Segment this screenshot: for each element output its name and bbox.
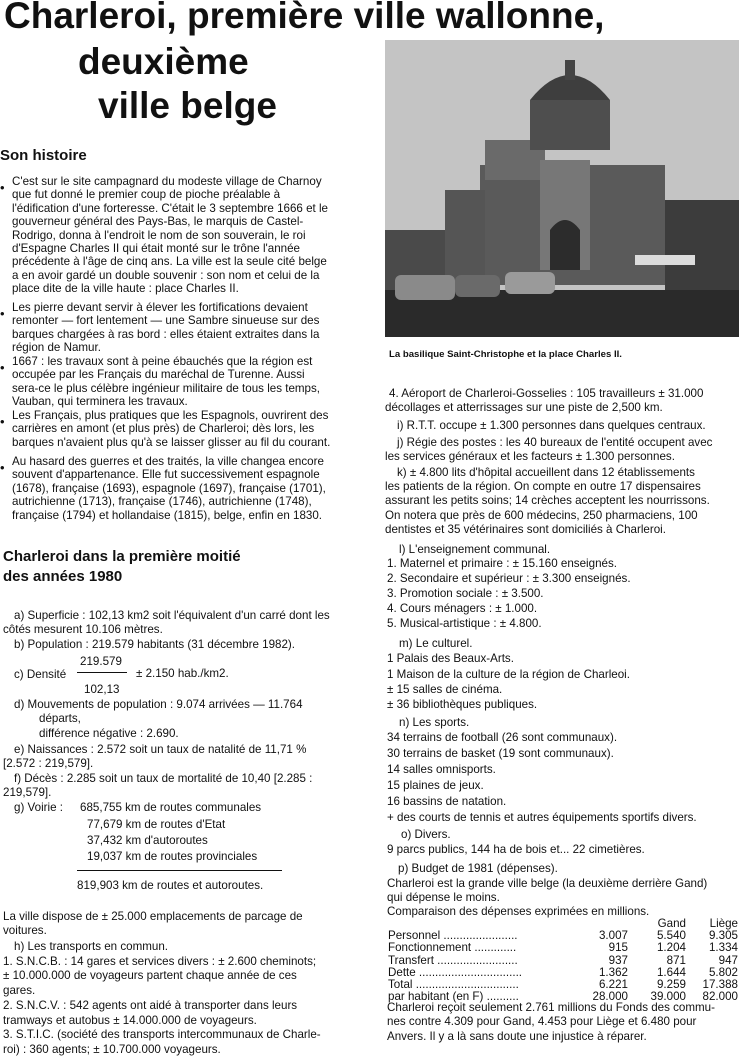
histoire-line: d'Espagne Charles II qui était monté sur le trône l'année	[12, 242, 301, 255]
transport-line: roi) : 360 agents; ± 10.700.000 voyageurs.	[3, 1042, 221, 1056]
table-cell: 5.540	[656, 929, 686, 943]
photo-caption: La basilique Saint-Christophe et la place Charles II.	[389, 349, 622, 360]
closing-line: nes contre 4.309 pour Gand, 4.453 pour Liège et 6.480 pour	[387, 1015, 697, 1029]
right-line: 2. Secondaire et supérieur : ± 3.300 enseignés.	[387, 572, 631, 585]
table-cell: Gand	[657, 917, 686, 930]
right-line: les services généraux et les facteurs ± 1.300 personnes.	[385, 450, 675, 463]
right-line: 34 terrains de football (26 sont communaux).	[387, 731, 618, 744]
table-cell: 915	[608, 941, 628, 955]
histoire-line: souvent d'appartenance. Elle fut successivement espagnole	[12, 468, 320, 482]
transport-line: h) Les transports en commun.	[14, 940, 169, 953]
page-title-line-2: deuxième	[78, 41, 249, 82]
voirie-total-rule	[77, 870, 282, 871]
histoire-line: (1678), française (1693), espagnole (1697), française (1701),	[12, 481, 326, 495]
table-cell: Fonctionnement .............	[388, 941, 517, 955]
right-line: 15 plaines de jeux.	[387, 779, 484, 792]
right-line: o) Divers.	[401, 828, 451, 841]
budget-table	[388, 918, 738, 1003]
right-line: les patients de la région. On compte en outre 17 dispensaires	[385, 480, 701, 493]
mouvements-line-3: différence négative : 2.690.	[39, 727, 179, 740]
right-line: i) R.T.T. occupe ± 1.300 personnes dans quelques centraux.	[397, 419, 706, 432]
table-cell: 6.221	[598, 978, 628, 992]
table-cell: 39.000	[650, 990, 686, 1004]
right-line: 1. Maternel et primaire : ± 15.160 enseignés.	[387, 557, 617, 570]
voirie-total: 819,903 km de routes et autoroutes.	[77, 879, 264, 892]
right-line: ± 36 bibliothèques publiques.	[387, 698, 538, 711]
densite-denominator: 102,13	[84, 683, 120, 696]
histoire-line: barques chargées à ras bord : elles étaient extraites dans la	[12, 327, 320, 341]
transport-line: gares.	[3, 984, 36, 998]
right-line: 30 terrains de basket (19 sont communaux).	[387, 747, 614, 760]
histoire-line: place dite de la ville haute : place Charles II.	[12, 282, 239, 296]
table-cell: 82.000	[702, 990, 738, 1004]
fraction-bar	[77, 672, 127, 673]
table-cell: Dette ................................	[388, 965, 523, 979]
transport-line: 2. S.N.C.V. : 542 agents ont aidé à transporter dans leurs	[3, 998, 298, 1012]
histoire-line: sera-ce le plus célèbre ingénieur militaire de tous les temps,	[12, 381, 321, 395]
right-line: On notera que près de 600 médecins, 250 pharmaciens, 100	[385, 509, 698, 522]
table-cell: 937	[608, 953, 628, 967]
voirie-item: 19,037 km de routes provinciales	[87, 850, 258, 863]
table-row	[388, 942, 738, 954]
voirie-item: 685,755 km de routes communales	[80, 801, 262, 814]
basilica-photo	[385, 40, 739, 337]
table-cell: 1.362	[598, 965, 628, 979]
table-cell: 947	[718, 953, 738, 967]
bullet-icon: •	[0, 306, 5, 321]
closing-line: Charleroi reçoit seulement 2.761 millions du Fonds des commu-	[387, 1001, 715, 1014]
bullet-icon: •	[0, 414, 5, 429]
right-line: j) Régie des postes : les 40 bureaux de l'entité occupent avec	[397, 436, 713, 449]
histoire-line: C'est sur le site campagnard du modeste village de Charnoy	[12, 175, 322, 188]
histoire-line: région de Namur.	[12, 341, 101, 355]
closing-line: Anvers. Il y a là sans doute une injustice à réparer.	[387, 1029, 647, 1043]
right-line: 5. Musical-artistique : ± 4.800.	[387, 617, 542, 630]
histoire-line: Rodrigo, donna à l'endroit le nom de son souverain, le roi	[12, 228, 306, 242]
right-line: 4. Aéroport de Charleroi-Gosselies : 105 travailleurs ± 31.000	[389, 387, 704, 400]
right-line: + des courts de tennis et autres équipements sportifs divers.	[387, 811, 697, 824]
population-line: b) Population : 219.579 habitants (31 décembre 1982).	[14, 638, 296, 651]
right-line: décollages et atterrissages sur une piste de 2,500 km.	[385, 401, 663, 414]
right-line: 14 salles omnisports.	[387, 763, 496, 776]
histoire-line: Vauban, qui terminera les travaux.	[12, 395, 188, 409]
table-cell: par habitant (en F) ..........	[388, 990, 519, 1004]
bullet-icon: •	[0, 460, 5, 475]
parcage-line-2: voitures.	[3, 924, 47, 937]
table-cell: 1.204	[656, 941, 686, 955]
table-cell: Personnel .......................	[388, 929, 518, 943]
right-line: 4. Cours ménagers : ± 1.000.	[387, 602, 538, 615]
right-line: Comparaison des dépenses exprimées en millions.	[387, 905, 650, 918]
right-line: dentistes et 35 vétérinaires sont domiciliés à Charleroi.	[385, 523, 666, 536]
table-cell: 17.388	[702, 978, 738, 992]
table-cell: 28.000	[592, 990, 628, 1004]
right-line: qui dépense le moins.	[387, 891, 500, 904]
page-title-line-3: ville belge	[98, 85, 277, 126]
right-line: k) ± 4.800 lits d'hôpital accueillent dans 12 établissements	[397, 466, 695, 479]
right-line: p) Budget de 1981 (dépenses).	[398, 862, 558, 875]
table-cell: 871	[666, 953, 686, 967]
right-line: l) L'enseignement communal.	[399, 543, 551, 556]
right-line: 9 parcs publics, 144 ha de bois et... 22 cimetières.	[387, 843, 645, 856]
superficie-line: a) Superficie : 102,13 km2 soit l'équivalent d'un carré dont les	[14, 609, 330, 622]
histoire-line: barques n'avaient plus qu'à se laisser glisser au fil du courant.	[12, 435, 331, 449]
transport-line: tramways et autobus ± 14.000.000 de voyageurs.	[3, 1013, 257, 1027]
densite-result: ± 2.150 hab./km2.	[136, 667, 229, 680]
table-cell: 1.334	[708, 941, 738, 955]
table-cell: 1.644	[656, 965, 686, 979]
histoire-line: 1667 : les travaux sont à peine ébauchés que la région est	[12, 355, 313, 368]
histoire-line: française (1794) et hollandaise (1815), belge, enfin en 1830.	[12, 508, 323, 522]
transport-line: 3. S.T.I.C. (société des transports intercommunaux de Charle-	[3, 1028, 321, 1042]
section-heading-annees-line-2: des années 1980	[3, 568, 123, 585]
deces-line-2: 219,579].	[3, 786, 52, 799]
table-cell: Total ................................	[388, 978, 519, 992]
mouvements-line-2: départs,	[39, 712, 81, 725]
right-line: n) Les sports.	[399, 716, 470, 729]
transport-line: ± 10.000.000 de voyageurs partent chaque année de ces	[3, 969, 297, 983]
right-line: Charleroi est la grande ville belge (la deuxième derrière Gand)	[387, 877, 708, 890]
histoire-line: carrières en amont (et plus près) de Charleroi; dès lors, les	[12, 422, 315, 436]
histoire-line: Au hasard des guerres et des traités, la ville changea encore	[12, 455, 324, 468]
voirie-item: 77,679 km de routes d'Etat	[87, 818, 226, 831]
histoire-line: Les Français, plus pratiques que les Espagnols, ouvrirent des	[12, 409, 329, 422]
right-line: assurant les petits soins; 14 crèches acceptent les nourrissons.	[385, 494, 710, 507]
table-row	[388, 955, 738, 967]
transport-line: 1. S.N.C.B. : 14 gares et services divers : ± 2.600 cheminots;	[3, 954, 317, 968]
right-line: 1 Palais des Beaux-Arts.	[387, 652, 514, 665]
histoire-line: que fut donné le premier coup de pioche préalable à	[12, 188, 281, 202]
parcage-line: La ville dispose de ± 25.000 emplacements de parcage de	[3, 910, 303, 923]
histoire-line: remonter — fort lentement — une Sambre sinueuse sur des	[12, 314, 320, 328]
table-cell: Liège	[709, 917, 738, 930]
histoire-line: occupée par les Français du maréchal de Turenne. Aussi	[12, 368, 305, 382]
deces-line: f) Décès : 2.285 soit un taux de mortalité de 10,40 [2.285 :	[14, 772, 313, 785]
voirie-item: 37,432 km d'autoroutes	[87, 834, 208, 847]
histoire-line: autrichienne (1713), française (1746), autrichienne (1748),	[12, 495, 312, 509]
section-heading-annees: Charleroi dans la première moitié	[3, 548, 241, 565]
page-title: Charleroi, première ville wallonne,	[4, 0, 605, 36]
histoire-line: précédente à l'âge de cinq ans. La ville est la seule cité belge	[12, 255, 327, 269]
table-cell: Transfert .........................	[388, 953, 518, 967]
voirie-label: g) Voirie :	[14, 801, 63, 814]
right-line: 16 bassins de natation.	[387, 795, 507, 808]
table-cell: 3.007	[598, 929, 628, 943]
bullet-icon: •	[0, 180, 5, 195]
section-heading-histoire: Son histoire	[0, 147, 87, 164]
histoire-line: l'édification d'une forteresse. C'était le 3 septembre 1666 et le	[12, 201, 328, 215]
right-line: 1 Maison de la culture de la région de Charleoi.	[387, 668, 630, 681]
basilica-illustration	[385, 40, 739, 337]
densite-label: c) Densité	[14, 668, 67, 681]
densite-numerator: 219.579	[80, 655, 122, 668]
histoire-line: a en avoir gardé un double souvenir : son nom et celui de la	[12, 268, 320, 282]
table-cell: 9.259	[656, 978, 686, 992]
superficie-line-2: côtés mesurent 10.106 mètres.	[3, 623, 163, 636]
right-line: m) Le culturel.	[399, 637, 473, 650]
right-line: ± 15 salles de cinéma.	[387, 683, 503, 696]
bullet-icon: •	[0, 360, 5, 375]
table-cell: 5.802	[708, 965, 738, 979]
mouvements-line: d) Mouvements de population : 9.074 arrivées — 11.764	[14, 698, 303, 711]
naissances-line-2: [2.572 : 219,579].	[3, 757, 94, 770]
right-line: 3. Promotion sociale : ± 3.500.	[387, 587, 544, 600]
histoire-line: gouverneur général des Pays-Bas, le marquis de Castel-	[12, 215, 304, 229]
naissances-line: e) Naissances : 2.572 soit un taux de natalité de 11,71 %	[14, 743, 307, 756]
table-cell: 9.305	[708, 929, 738, 943]
histoire-line: Les pierre devant servir à élever les fortifications devaient	[12, 301, 308, 314]
